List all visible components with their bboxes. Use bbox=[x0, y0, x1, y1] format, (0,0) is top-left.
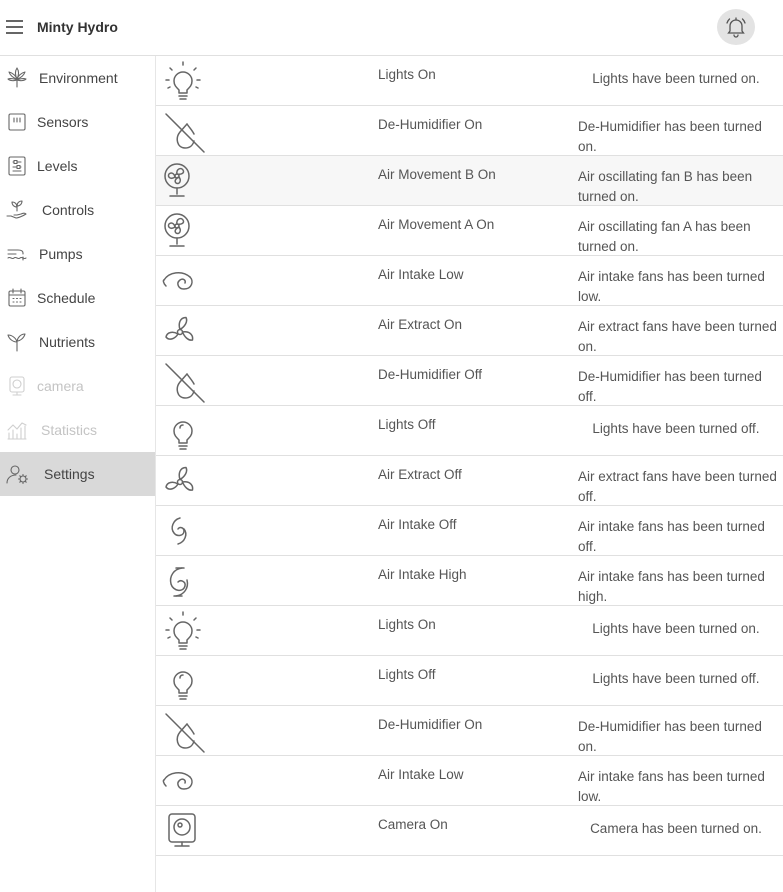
event-description: De-Humidifier has been turned on. bbox=[578, 719, 762, 754]
dehumidifier-off-icon bbox=[160, 708, 210, 754]
app-bar bbox=[0, 0, 783, 56]
event-description: Air oscillating fan B has been turned on. bbox=[578, 169, 753, 204]
table-row[interactable] bbox=[156, 756, 783, 806]
event-name: Camera On bbox=[378, 817, 448, 832]
fan-icon bbox=[160, 458, 210, 504]
table-row[interactable] bbox=[156, 106, 783, 156]
event-description: Air extract fans have been turned on. bbox=[578, 319, 777, 354]
air-intake-low-icon bbox=[160, 758, 210, 804]
sidebar-item-label: Schedule bbox=[37, 290, 96, 306]
event-description: De-Humidifier has been turned on. bbox=[578, 119, 762, 154]
fan-icon bbox=[160, 308, 210, 354]
sidebar-item-environment[interactable] bbox=[0, 56, 155, 100]
sprout-icon bbox=[5, 330, 29, 354]
event-name: Air Intake Low bbox=[378, 267, 464, 282]
table-row[interactable] bbox=[156, 406, 783, 456]
camera-icon bbox=[5, 374, 29, 398]
table-row[interactable] bbox=[156, 156, 783, 206]
dehumidifier-off-icon bbox=[160, 108, 210, 154]
sliders-icon bbox=[5, 154, 29, 178]
sidebar-item-label: Statistics bbox=[41, 422, 98, 438]
event-name: Lights On bbox=[378, 67, 436, 82]
sidebar-item-label: camera bbox=[37, 378, 84, 394]
air-intake-high-icon bbox=[160, 558, 210, 604]
event-description: Lights have been turned on. bbox=[592, 71, 760, 86]
hand-plant-icon bbox=[5, 198, 29, 222]
sidebar-item-label: Levels bbox=[37, 158, 78, 174]
event-name: Air Extract On bbox=[378, 317, 463, 332]
event-name: Air Extract Off bbox=[378, 467, 462, 482]
sidebar-item-nutrients[interactable] bbox=[0, 320, 155, 364]
lightbulb-on-icon bbox=[160, 58, 210, 104]
table-row[interactable] bbox=[156, 306, 783, 356]
table-row[interactable] bbox=[156, 356, 783, 406]
sidebar-item-label: Sensors bbox=[37, 114, 89, 130]
event-description: Lights have been turned off. bbox=[592, 421, 760, 436]
table-row[interactable] bbox=[156, 256, 783, 306]
webcam-icon bbox=[160, 808, 210, 854]
sidebar-item-label: Nutrients bbox=[39, 334, 96, 350]
calendar-icon bbox=[5, 286, 29, 310]
event-name: Lights Off bbox=[378, 667, 436, 682]
user-gear-icon bbox=[5, 462, 29, 486]
water-flow-icon bbox=[5, 242, 29, 266]
event-description: Lights have been turned off. bbox=[592, 671, 760, 686]
table-row[interactable] bbox=[156, 206, 783, 256]
event-name: De-Humidifier On bbox=[378, 117, 483, 132]
sidebar-item-levels[interactable] bbox=[0, 144, 155, 188]
event-name: Air Movement A On bbox=[378, 217, 495, 232]
event-description: Air intake fans has been turned low. bbox=[578, 769, 765, 804]
sidebar-item-controls[interactable] bbox=[0, 188, 155, 232]
table-row[interactable] bbox=[156, 56, 783, 106]
sidebar-item-settings[interactable] bbox=[0, 452, 155, 496]
app-title: Minty Hydro bbox=[37, 19, 118, 35]
event-description: Air oscillating fan A has been turned on. bbox=[578, 219, 751, 254]
event-name: Lights Off bbox=[378, 417, 436, 432]
event-name: Air Intake Off bbox=[378, 517, 457, 532]
table-row[interactable] bbox=[156, 806, 783, 856]
table-row[interactable] bbox=[156, 456, 783, 506]
event-description: Air intake fans has been turned high. bbox=[578, 569, 765, 604]
event-name: Air Intake Low bbox=[378, 767, 464, 782]
table-row[interactable] bbox=[156, 656, 783, 706]
bell-icon bbox=[724, 15, 748, 39]
event-name: Air Movement B On bbox=[378, 167, 496, 182]
table-row[interactable] bbox=[156, 606, 783, 656]
table-row[interactable] bbox=[156, 706, 783, 756]
air-intake-off-icon bbox=[160, 508, 210, 554]
air-intake-low-icon bbox=[160, 258, 210, 304]
bar-chart-icon bbox=[5, 418, 29, 442]
sidebar-item-schedule[interactable] bbox=[0, 276, 155, 320]
sidebar-item-pumps[interactable] bbox=[0, 232, 155, 276]
dehumidifier-off-icon bbox=[160, 358, 210, 404]
lightbulb-on-icon bbox=[160, 608, 210, 654]
event-name: De-Humidifier On bbox=[378, 717, 483, 732]
hamburger-menu-icon[interactable] bbox=[4, 16, 26, 38]
sidebar-item-label: Settings bbox=[44, 466, 95, 482]
cannabis-leaf-icon bbox=[5, 66, 29, 90]
event-list bbox=[155, 56, 783, 892]
event-name: Lights On bbox=[378, 617, 436, 632]
sensor-icon bbox=[5, 110, 29, 134]
event-description: Air intake fans has been turned off. bbox=[578, 519, 765, 554]
lightbulb-icon bbox=[160, 408, 210, 454]
sidebar-item-statistics bbox=[0, 408, 155, 452]
event-description: De-Humidifier has been turned off. bbox=[578, 369, 762, 404]
sidebar-item-sensors[interactable] bbox=[0, 100, 155, 144]
table-row[interactable] bbox=[156, 506, 783, 556]
event-description: Lights have been turned on. bbox=[592, 621, 760, 636]
event-description: Air intake fans has been turned low. bbox=[578, 269, 765, 304]
event-name: Air Intake High bbox=[378, 567, 467, 582]
sidebar-item-label: Pumps bbox=[39, 246, 83, 262]
oscillating-fan-icon bbox=[160, 158, 210, 204]
lightbulb-icon bbox=[160, 658, 210, 704]
notifications-button[interactable] bbox=[717, 9, 755, 45]
sidebar bbox=[0, 56, 155, 892]
event-description: Air extract fans have been turned off. bbox=[578, 469, 777, 504]
event-description: Camera has been turned on. bbox=[590, 821, 762, 836]
sidebar-item-label: Environment bbox=[39, 70, 118, 86]
table-row[interactable] bbox=[156, 556, 783, 606]
oscillating-fan-icon bbox=[160, 208, 210, 254]
sidebar-item-label: Controls bbox=[42, 202, 95, 218]
sidebar-item-camera bbox=[0, 364, 155, 408]
event-name: De-Humidifier Off bbox=[378, 367, 483, 382]
